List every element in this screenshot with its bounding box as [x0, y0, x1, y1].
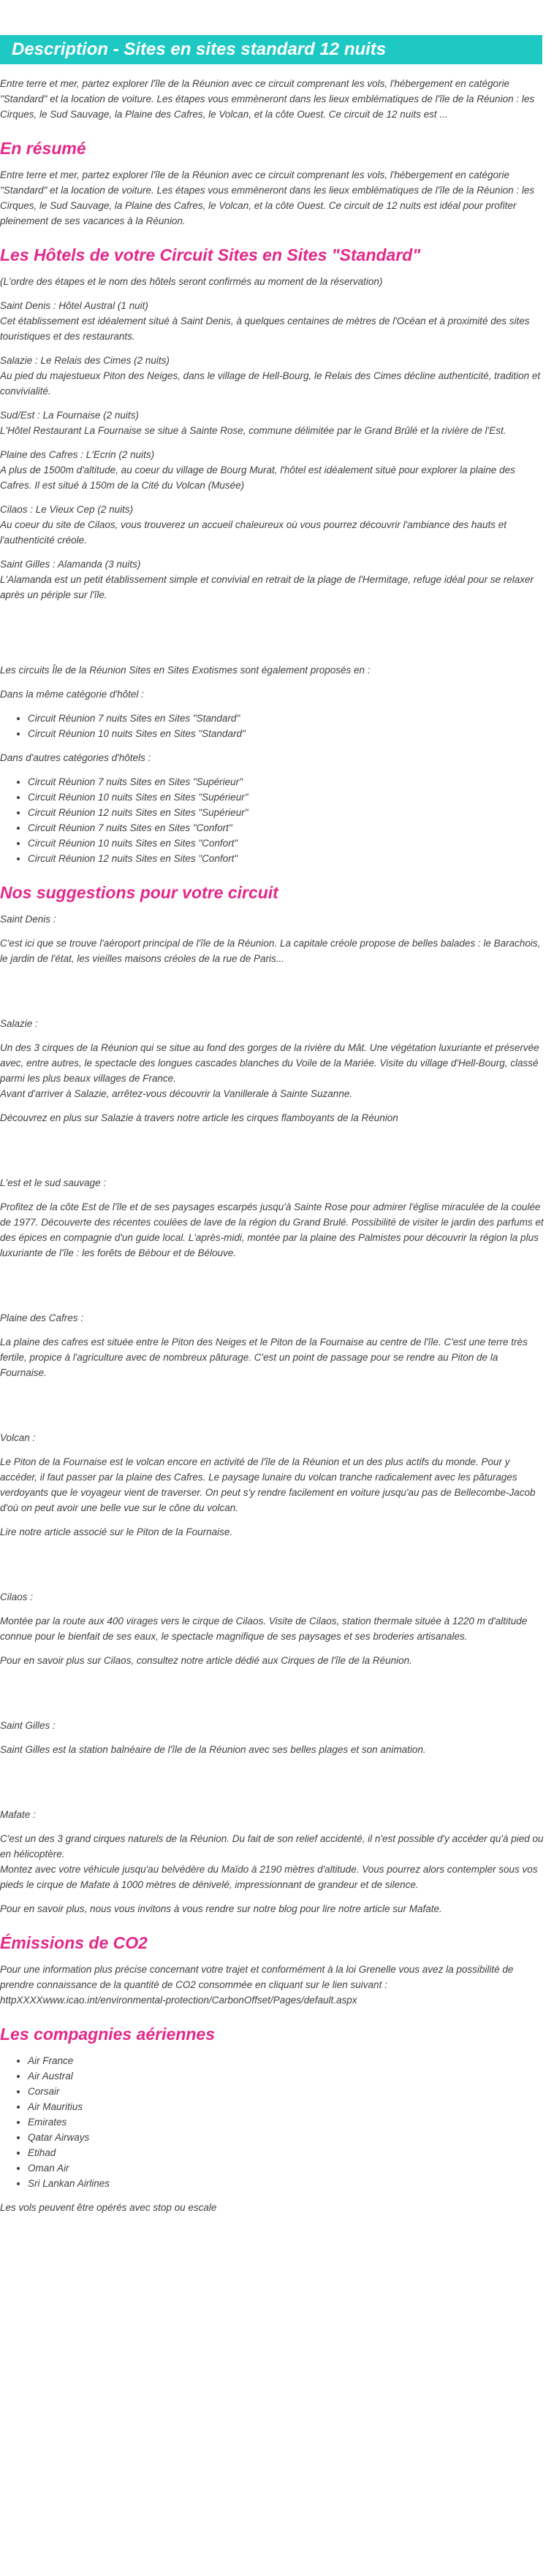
same-category-list — [0, 711, 554, 741]
spacer — [0, 1548, 554, 1589]
spacer — [0, 975, 554, 1016]
co2-link[interactable]: httpXXXXwww.icao.int/environmental-protection/CarbonOffset/Pages/default.aspx — [0, 1995, 357, 2006]
airlines-list — [0, 2053, 554, 2191]
airlines-note: Les vols peuvent être opérés avec stop ou escale — [0, 2202, 217, 2213]
description-banner: Description - Sites en sites standard 12 nuits — [0, 35, 542, 64]
resume-title: En résumé — [0, 139, 86, 158]
plaine-text: La plaine des cafres est située entre le Piton des Neiges et le Piton de la Fournaise au centre de l'île. C'est une terre très fertile, propice à l'agriculture avec de nombreux pâturage. C'est un point de passage pour se rendre au Piton de la Fournaise. — [0, 1337, 528, 1378]
hotel-heading: Saint Gilles : Alamanda (3 nuits) — [0, 559, 141, 570]
hotels-note: (L'ordre des étapes et le nom des hôtels seront confirmés au moment de la réservation) — [0, 276, 383, 287]
hotel-text: Au coeur du site de Cilaos, vous trouverez un accueil chaleureux où vous pourrez découvrir l'ambiance des hauts et l'authenticité créole. — [0, 519, 506, 546]
spacer — [0, 611, 554, 662]
other-category-label: Dans d'autres catégories d'hôtels : — [0, 752, 151, 763]
salazie-more: Découvrez en plus sur Salazie à travers notre article les cirques flamboyants de la Réunion — [0, 1112, 398, 1123]
hotel-heading: Salazie : Le Relais des Cimes (2 nuits) — [0, 355, 170, 366]
hotel-item-saint-denis — [0, 298, 554, 344]
saint-gilles-label: Saint Gilles : — [0, 1720, 56, 1731]
hotel-item-salazie — [0, 353, 554, 399]
same-category-label: Dans la même catégorie d'hôtel : — [0, 689, 144, 700]
saint-denis-text: C'est ici que se trouve l'aéroport principal de l'île de la Réunion. La capitale créole propose de belles balades : le Barachois, le jardin de l'état, les vieilles maisons créoles de la rue de Paris... — [0, 938, 541, 964]
hotel-heading: Cilaos : Le Vieux Cep (2 nuits) — [0, 504, 134, 515]
intro-text: Entre terre et mer, partez explorer l'île de la Réunion avec ce circuit comprenant les vols, l'hébergement en catégorie "Standard" et la location de voiture. Les étapes vous emmèneront dans les lieux emblématiques de l'île de la Réunion : les Cirques, le Sud Sauvage, la Plaine des Cafres, le Volcan, et la côte Ouest. Ce circuit de 12 nuits est ... — [0, 78, 535, 120]
salazie-text-block — [0, 1040, 554, 1101]
spacer — [0, 1269, 554, 1310]
list-item: • Circuit Réunion 10 nuits Sites en Sites "Confort" — [28, 836, 554, 851]
hotel-text: A plus de 1500m d'altitude, au coeur du village de Bourg Murat, l'hôtel est idéalement situé pour explorer la plaine des Cafres. Il est situé à 150m de la Cité du Volcan (Musée) — [0, 465, 515, 491]
hotel-item-cilaos — [0, 502, 554, 548]
hotel-item-plaine-des-cafres — [0, 447, 554, 493]
salazie-label: Salazie : — [0, 1018, 38, 1029]
saint-denis-label: Saint Denis : — [0, 914, 56, 925]
list-item: • Corsair — [28, 2084, 554, 2099]
cilaos-text: Montée par la route aux 400 virages vers le cirque de Cilaos. Visite de Cilaos, station thermale située à 1220 m d'altitude connue pour le bienfait de ses eaux, le spectacle magnifique de ses paysages et ses broderies artisanales. — [0, 1616, 528, 1642]
co2-title: Émissions de CO2 — [0, 1933, 148, 1952]
salazie-text-2: Avant d'arriver à Salazie, arrêtez-vous découvrir la Vanillerale à Sainte Suzanne. — [0, 1088, 353, 1099]
page — [0, 35, 554, 2215]
list-item: • Sri Lankan Airlines — [28, 2176, 554, 2191]
spacer — [0, 1677, 554, 1718]
salazie-text: Un des 3 cirques de la Réunion qui se situe au fond des gorges de la rivière du Mât. Une végétation luxuriante et préservée avec, entre autres, le spectacle des longues cascades blanches du Voile de la Mariée. Visite du village d'Hell-Bourg, classé parmi les plus beaux villages de France. — [0, 1042, 539, 1084]
co2-text: Pour une information plus précise concernant votre trajet et conformément à la loi Grenelle vous avez la possibilité de prendre connaissance de la quantité de CO2 consommée en cliquant sur le lien suivant : — [0, 1964, 514, 1990]
list-item: • Circuit Réunion 7 nuits Sites en Sites "Standard" — [28, 711, 554, 726]
plaine-label: Plaine des Cafres : — [0, 1312, 84, 1323]
cilaos-label: Cilaos : — [0, 1591, 34, 1602]
est-label: L'est et le sud sauvage : — [0, 1177, 107, 1188]
list-item: • Air Austral — [28, 2068, 554, 2084]
list-item: • Circuit Réunion 12 nuits Sites en Sites "Confort" — [28, 851, 554, 866]
list-item: • Circuit Réunion 10 nuits Sites en Sites "Standard" — [28, 726, 554, 741]
hotel-item-sud-est — [0, 408, 554, 438]
suggestions-title: Nos suggestions pour votre circuit — [0, 883, 278, 902]
circuits-intro: Les circuits Île de la Réunion Sites en Sites Exotismes sont également proposés en : — [0, 665, 371, 676]
hotel-heading: Plaine des Cafres : L'Ecrin (2 nuits) — [0, 449, 155, 460]
list-item: • Circuit Réunion 7 nuits Sites en Sites "Confort" — [28, 820, 554, 836]
resume-text: Entre terre et mer, partez explorer l'île de la Réunion avec ce circuit comprenant les vols, l'hébergement en catégorie "Standard" et la location de voiture. Les étapes vous emmèneront dans les lieux emblématiques de l'île de la Réunion : les Cirques, le Sud Sauvage, la Plaine des Cafres, le Volcan, et la côte Ouest. Ce circuit de 12 nuits est idéal pour profiter pleinement de ses vacances à la Réunion. — [0, 169, 535, 226]
hotel-text: Au pied du majestueux Piton des Neiges, dans le village de Hell-Bourg, le Relais des Cimes décline authenticité, tradition et convivialité. — [0, 370, 541, 397]
est-text: Profitez de la côte Est de l'île et de ses paysages escarpés jusqu'à Sainte Rose pour admirer l'église miraculée de la coulée de 1977. Découverte des récentes coulées de lave de la région du Grand Brulé. Possibilité de visiter le jardin des parfums et des épices en compagnie d'un guide local. L'après-midi, montée par la plaine des Palmistes pour découvrir la région la plus luxuriante de l'île : les forêts de Bébour et de Bélouve. — [0, 1201, 544, 1258]
list-item: • Etihad — [28, 2145, 554, 2160]
list-item: • Emirates — [28, 2114, 554, 2130]
spacer — [0, 1389, 554, 1430]
hotel-text: L'Alamanda est un petit établissement simple et convivial en retrait de la plage de l'Hermitage, refuge idéal pour se relaxer après un périple sur l'île. — [0, 574, 534, 600]
hotel-heading: Saint Denis : Hôtel Austral (1 nuit) — [0, 300, 148, 311]
hotel-heading: Sud/Est : La Fournaise (2 nuits) — [0, 410, 139, 421]
other-category-list — [0, 774, 554, 866]
volcan-label: Volcan : — [0, 1432, 36, 1443]
hotel-text: L'Hôtel Restaurant La Fournaise se situe à Sainte Rose, commune délimitée par le Grand Brûlé et la rivière de l'Est. — [0, 425, 506, 436]
hotels-title: Les Hôtels de votre Circuit Sites en Sites "Standard" — [0, 245, 421, 264]
volcan-more: Lire notre article associé sur le Piton de la Fournaise. — [0, 1526, 233, 1537]
mafate-more: Pour en savoir plus, nous vous invitons à vous rendre sur notre blog pour lire notre article sur Mafate. — [0, 1903, 442, 1914]
hotel-text: Cet établissement est idéalement situé à Saint Denis, à quelques centaines de mètres de l'Océan et à proximité des sites touristiques et des restaurants. — [0, 316, 530, 342]
volcan-text: Le Piton de la Fournaise est le volcan encore en activité de l'île de la Réunion et un des plus actifs du monde. Pour y accéder, il faut passer par la plaine des Cafres. Le paysage lunaire du volcan tranche radicalement avec les pâturages verdoyants que le voyageur vient de traverser. On peut s'y rendre facilement en voiture jusqu'au pas de Bellecombe-Jacob d'où on peut avoir une belle vue sur le cône du volcan. — [0, 1456, 536, 1513]
list-item: • Circuit Réunion 10 nuits Sites en Sites "Supérieur" — [28, 790, 554, 805]
saint-gilles-text: Saint Gilles est la station balnéaire de l'île de la Réunion avec ses belles plages et son animation. — [0, 1744, 426, 1755]
mafate-text: C'est un des 3 grand cirques naturels de la Réunion. Du fait de son relief accidenté, il n'est possible d'y accéder qu'à pied ou en hélicoptère. — [0, 1833, 544, 1860]
co2-text-block — [0, 1962, 554, 2008]
hotel-item-saint-gilles — [0, 557, 554, 603]
spacer — [0, 1766, 554, 1807]
list-item: • Oman Air — [28, 2160, 554, 2176]
mafate-text-block — [0, 1831, 554, 1892]
spacer — [0, 1134, 554, 1175]
list-item: • Air Mauritius — [28, 2099, 554, 2114]
list-item: • Circuit Réunion 12 nuits Sites en Sites "Supérieur" — [28, 805, 554, 820]
airlines-title: Les compagnies aériennes — [0, 2025, 216, 2044]
list-item: • Qatar Airways — [28, 2130, 554, 2145]
mafate-text-2: Montez avec votre véhicule jusqu'au belvédère du Maïdo à 2190 mètres d'altitude. Vous pourrez alors contempler sous vos pieds le cirque de Mafate à 1000 mètres de dénivelé, impressionnant de grandeur et de silence. — [0, 1864, 538, 1890]
mafate-label: Mafate : — [0, 1809, 36, 1820]
list-item: • Air France — [28, 2053, 554, 2068]
cilaos-more: Pour en savoir plus sur Cilaos, consultez notre article dédié aux Cirques de l'île de la Réunion. — [0, 1655, 412, 1666]
list-item: • Circuit Réunion 7 nuits Sites en Sites "Supérieur" — [28, 774, 554, 790]
